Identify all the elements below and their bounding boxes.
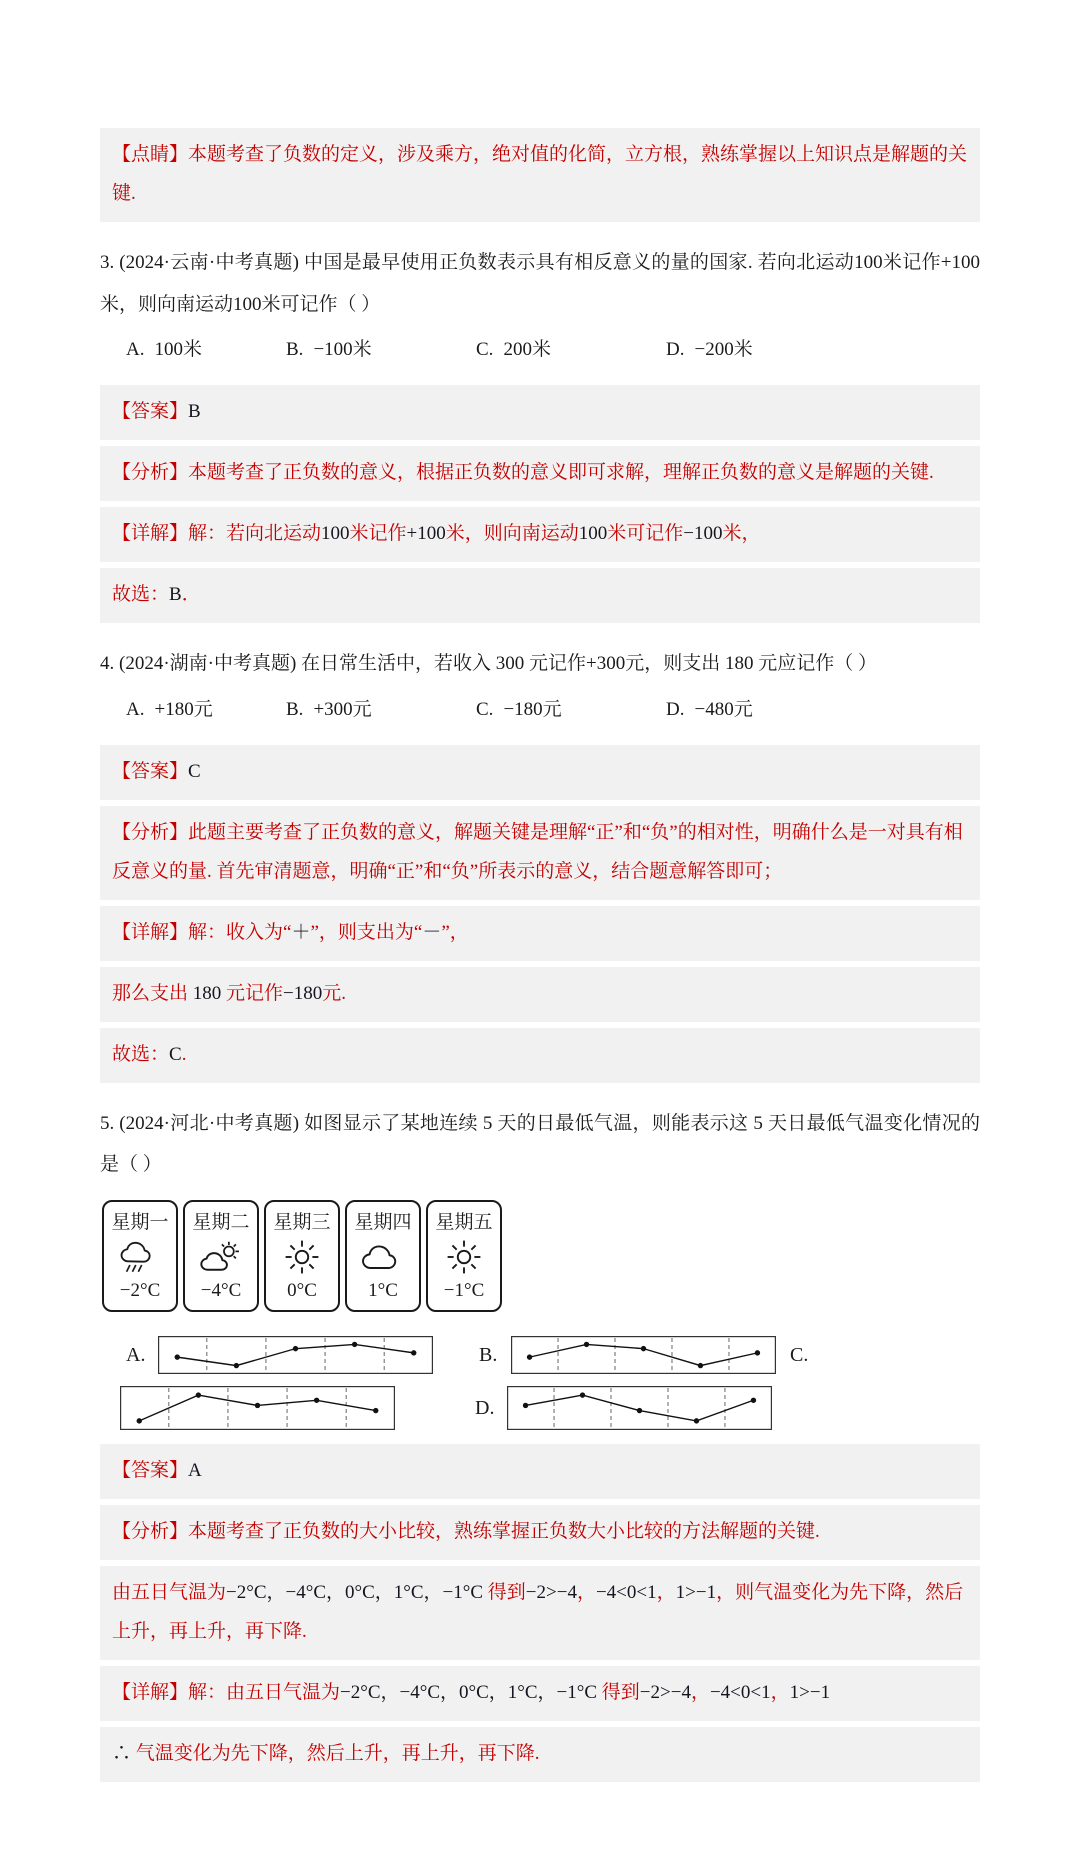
option-value: −100米 (313, 339, 372, 361)
chart-option-b-label: B. (479, 1343, 498, 1366)
question-4-answer-block (100, 745, 980, 1083)
question-3 (100, 242, 980, 623)
weather-icon (119, 1234, 161, 1280)
option-value: 100米 (154, 339, 202, 361)
text-segment: −100 (683, 523, 723, 545)
text-segment: A (188, 1460, 202, 1482)
text-segment: B (169, 584, 182, 606)
option-a (126, 331, 286, 369)
question-4-options (100, 691, 980, 729)
text-segment: 那么支出 (112, 982, 193, 1004)
text-segment: −2>−4 (639, 1681, 691, 1703)
text-segment: 气温变化为先下降，然后上升，再上升，再下降. (135, 1742, 540, 1764)
text-segment: −2>−4 (525, 1582, 577, 1604)
text-segment: 【详解】解：收入为“ (112, 921, 292, 943)
text-segment: 元记作 (221, 982, 284, 1004)
temperature-line-chart (511, 1336, 776, 1374)
text-segment: C (169, 1043, 182, 1065)
day-label: 星期四 (354, 1212, 412, 1234)
analysis-line (100, 446, 980, 501)
text-segment: −2°C，−4°C，0°C，1°C，−1°C (340, 1681, 602, 1703)
text-segment: 米可记作 (607, 523, 684, 545)
text-segment: ， (576, 1582, 596, 1604)
option-value: −180元 (503, 699, 562, 721)
weather-card-tuesday (183, 1200, 259, 1312)
option-value: 200米 (503, 339, 551, 361)
text-segment: −2°C，−4°C，0°C，1°C，−1°C (226, 1582, 488, 1604)
text-segment: 【答案】 (112, 401, 189, 423)
chart-option-d-label: D. (475, 1396, 495, 1419)
weather-card-friday (426, 1200, 502, 1312)
detail-line (100, 906, 980, 961)
text-segment: ＋ (291, 921, 311, 943)
text-segment: +100 (406, 523, 446, 545)
sun-icon (445, 1238, 483, 1276)
text-segment: 故选： (112, 584, 170, 606)
weather-card-wednesday (264, 1200, 340, 1312)
sun-icon (283, 1238, 321, 1276)
text-segment: 1>−1 (789, 1681, 831, 1703)
chart-option-c-label: C. (790, 1343, 809, 1366)
chart-row-2 (100, 1386, 980, 1430)
detail-line-2 (100, 967, 980, 1022)
text-segment: −180 (283, 982, 323, 1004)
question-3-options (100, 331, 980, 369)
text-segment: 米记作 (349, 523, 407, 545)
weather-icon (445, 1234, 483, 1280)
key-point-note (100, 128, 980, 222)
option-letter: D. (666, 339, 685, 361)
text-segment: － (422, 921, 442, 943)
chart-option-c (120, 1386, 395, 1430)
analysis-line (100, 806, 980, 900)
text-segment: 由五日气温为 (112, 1582, 227, 1604)
option-a (126, 691, 286, 729)
text-segment: 180 (192, 982, 222, 1004)
question-3-stem: 3. (2024·云南·中考真题) 中国是最早使用正负数表示具有相反意义的量的国家. 若向北运动100米记作+100米，则向南运动100米可记作（ ） (100, 251, 980, 315)
text-segment: 【点睛】本题考查了负数的定义，涉及乘方，绝对值的化简，立方根，熟练掌握以上知识点是解题的关键. (112, 144, 968, 204)
detail-line (100, 507, 980, 562)
text-segment: 100 (578, 523, 608, 545)
text-segment: 故选： (112, 1043, 170, 1065)
temperature-label: −2°C (119, 1280, 161, 1302)
chart-option-a-label: A. (126, 1343, 146, 1366)
question-5-stem: 5. (2024·河北·中考真题) 如图显示了某地连续 5 天的日最低气温，则能表示这 5 天日最低气温变化情况的是（ ） (100, 1112, 980, 1176)
text-segment: −4<0<1 (595, 1582, 657, 1604)
text-segment: ， (770, 1681, 790, 1703)
question-3-answer-block (100, 385, 980, 623)
analysis-line-2 (100, 1566, 980, 1660)
question-5 (100, 1103, 980, 1782)
option-d (666, 331, 753, 369)
chart-option-a (158, 1336, 433, 1374)
answer-line (100, 745, 980, 800)
temperature-line-chart (158, 1336, 433, 1374)
temperature-label: 1°C (368, 1280, 398, 1302)
chart-option-d (507, 1386, 772, 1430)
text-segment: 【详解】解：由五日气温为 (112, 1681, 341, 1703)
sun-cloud-icon (199, 1240, 243, 1275)
temperature-label: 0°C (287, 1280, 317, 1302)
text-segment: 米，则向南运动 (445, 523, 579, 545)
text-segment: C (188, 761, 201, 783)
text-segment: B (188, 401, 201, 423)
chart-option-b (511, 1336, 776, 1374)
weather-icon (361, 1234, 405, 1280)
option-b (286, 331, 476, 369)
text-segment: ，则气温变化为先下降，然后上升，再上升，再下降. (112, 1582, 964, 1643)
text-segment: 元. (322, 982, 347, 1004)
day-label: 星期五 (435, 1212, 493, 1234)
temperature-line-chart (120, 1386, 395, 1430)
question-4 (100, 643, 980, 1082)
cloud-icon (361, 1242, 405, 1272)
chart-row-1 (100, 1336, 980, 1374)
text-segment: ， (690, 1681, 710, 1703)
weather-cards (102, 1200, 980, 1312)
detail-line (100, 1666, 980, 1721)
option-letter: A. (126, 699, 145, 721)
question-4-stem: 4. (2024·湖南·中考真题) 在日常生活中，若收入 300 元记作+300元，则支出 180 元应记作（ ） (100, 653, 878, 675)
temperature-label: −1°C (443, 1280, 485, 1302)
option-letter: A. (126, 339, 145, 361)
day-label: 星期一 (111, 1212, 169, 1234)
analysis-line (100, 1505, 980, 1560)
text-segment: 得到 (601, 1681, 640, 1703)
option-letter: B. (286, 339, 304, 361)
weather-icon (283, 1234, 321, 1280)
text-segment: ”，则支出为“ (310, 921, 423, 943)
text-segment: ， (656, 1582, 676, 1604)
temperature-line-chart (507, 1386, 772, 1430)
text-segment: 【分析】此题主要考查了正负数的意义，解题关键是理解“正”和“负”的相对性，明确什么是一对具有相反意义的量. 首先审清题意，明确“正”和“负”所表示的意义，结合题意解答即可； (112, 821, 963, 882)
option-value: +180元 (154, 699, 213, 721)
text-segment: 【分析】本题考查了正负数的意义，根据正负数的意义即可求解，理解正负数的意义是解题的关键. (112, 462, 934, 484)
text-segment: 【答案】 (112, 1460, 189, 1482)
option-letter: B. (286, 699, 304, 721)
text-segment: 【分析】本题考查了正负数的大小比较，熟练掌握正负数大小比较的方法解题的关键. (112, 1521, 820, 1543)
option-b (286, 691, 476, 729)
conclusion-line (100, 1028, 980, 1083)
option-c (476, 331, 666, 369)
text-segment: 【详解】解：若向北运动 (112, 523, 322, 545)
text-segment: 米， (722, 523, 761, 545)
question-5-answer-block (100, 1444, 980, 1782)
option-letter: C. (476, 339, 494, 361)
rain-cloud-icon (119, 1239, 161, 1276)
option-value: +300元 (313, 699, 372, 721)
option-c (476, 691, 666, 729)
option-letter: D. (666, 699, 685, 721)
option-value: −480元 (694, 699, 753, 721)
conclusion-line (100, 568, 980, 623)
day-label: 星期三 (273, 1212, 331, 1234)
text-segment: 【答案】 (112, 761, 189, 783)
option-letter: C. (476, 699, 494, 721)
day-label: 星期二 (192, 1212, 250, 1234)
option-d (666, 691, 753, 729)
answer-line (100, 385, 980, 440)
weather-icon (199, 1234, 243, 1280)
text-segment: ． (181, 584, 201, 606)
text-segment: 得到 (487, 1582, 526, 1604)
weather-card-thursday (345, 1200, 421, 1312)
therefore-line (100, 1727, 980, 1782)
text-segment: ”， (441, 921, 469, 943)
answer-line (100, 1444, 980, 1499)
temperature-label: −4°C (200, 1280, 242, 1302)
text-segment: . (181, 1043, 187, 1065)
chart-options (100, 1336, 980, 1430)
option-value: −200米 (694, 339, 753, 361)
text-segment: 100 (321, 523, 350, 545)
text-segment: −4<0<1 (709, 1681, 771, 1703)
weather-card-monday (102, 1200, 178, 1312)
text-segment: ∴ (112, 1742, 136, 1764)
text-segment: 1>−1 (675, 1582, 717, 1604)
